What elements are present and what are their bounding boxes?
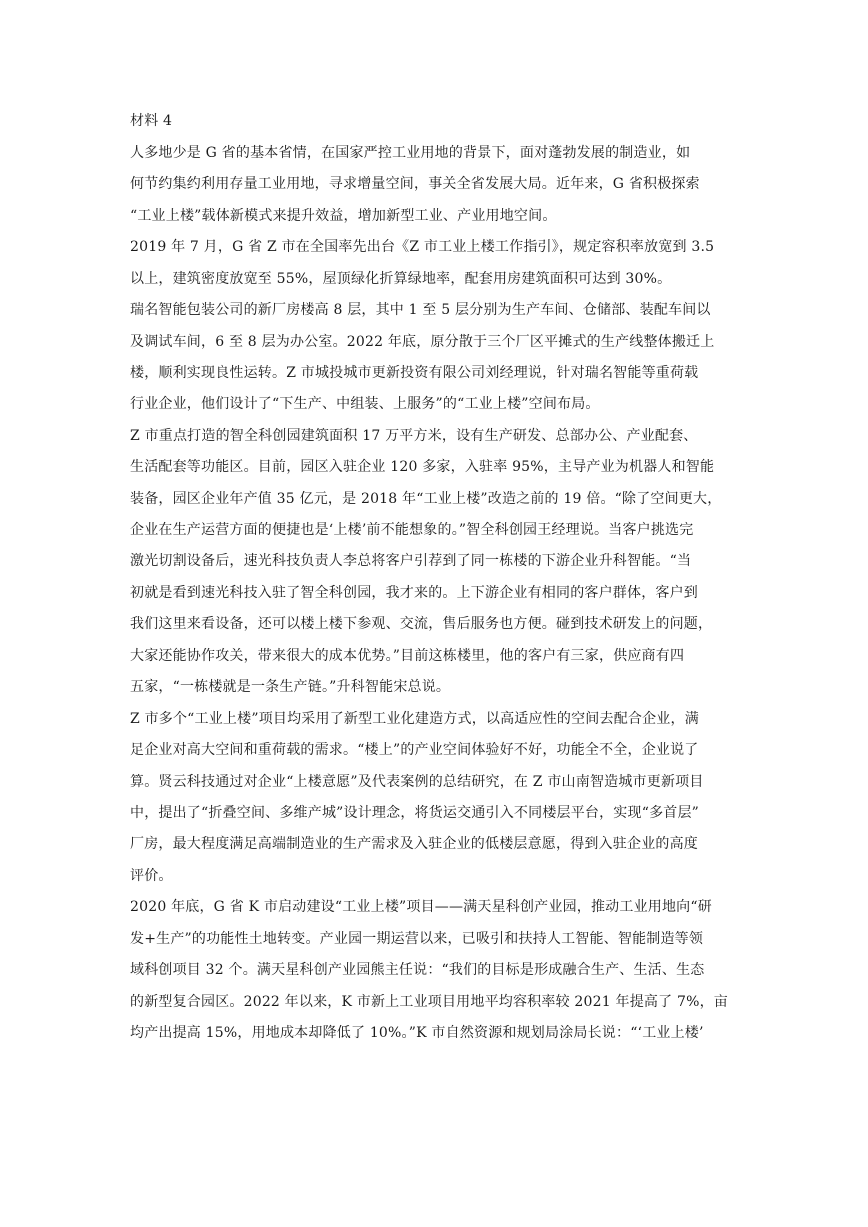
text-line: 初就是看到速光科技入驻了智全科创园，我才来的。上下游企业有相同的客户群体，客户到 xyxy=(130,585,698,601)
text-line: 五家，“一栋楼就是一条生产链。”升科智能宋总说。 xyxy=(130,679,451,695)
text-line: 发+生产”的功能性土地转变。产业园一期运营以来，已吸引和扶持人工智能、智能制造等领 xyxy=(130,931,704,947)
text-line: 装备，园区企业年产值 35 亿元，是 2018 年“工业上楼”改造之前的 19 倍。“除了空间更大， xyxy=(130,491,722,507)
text-line: 中，提出了“折叠空间、多维产城”设计理念，将货运交通引入不同楼层平台，实现“多首层” xyxy=(130,805,700,821)
text-line: 生活配套等功能区。目前，园区入驻企业 120 多家，入驻率 95%，主导产业为机器人和智能 xyxy=(130,459,715,475)
text-line: 何节约集约利用存量工业用地，寻求增量空间，事关全省发展大局。近年来，G 省积极探索 xyxy=(130,176,700,192)
text-line: 均产出提高 15%，用地成本却降低了 10%。”K 市自然资源和规划局涂局长说：“‘工业上楼’ xyxy=(130,1025,704,1041)
text-line: Z 市重点打造的智全科创园建筑面积 17 万平方米，设有生产研发、总部办公、产业配套、 xyxy=(130,428,698,444)
text-line: 企业在生产运营方面的便捷也是‘上楼’前不能想象的。”智全科创园王经理说。当客户挑选完 xyxy=(130,522,694,538)
text-line: Z 市多个“工业上楼”项目均采用了新型工业化建造方式，以高适应性的空间去配合企业，满 xyxy=(130,711,699,727)
text-line: 2020 年底，G 省 K 市启动建设“工业上楼”项目——满天星科创产业园，推动工业用地向“研 xyxy=(130,899,712,915)
text-line: 算。贤云科技通过对企业“上楼意愿”及代表案例的总结研究，在 Z 市山南智造城市更新项目 xyxy=(130,774,704,790)
text-line: 的新型复合园区。2022 年以来，K 市新上工业项目用地平均容积率较 2021 年提高了 7%，亩 xyxy=(130,994,728,1010)
text-line: 域科创项目 32 个。满天星科创产业园熊主任说：“我们的目标是形成融合生产、生活、生态 xyxy=(130,962,705,978)
text-line: 大家还能协作攻关，带来很大的成本优势。”目前这栋楼里，他的客户有三家，供应商有四 xyxy=(130,648,685,664)
text-line: 2019 年 7 月，G 省 Z 市在全国率先出台《Z 市工业上楼工作指引》，规定容积率放宽到 3.5 xyxy=(130,239,715,255)
text-line: 瑞名智能包装公司的新厂房楼高 8 层，其中 1 至 5 层分别为生产车间、仓储部、装配车间以 xyxy=(130,302,711,318)
text-line: 我们这里来看设备，还可以楼上楼下参观、交流，售后服务也方便。碰到技术研发上的问题， xyxy=(130,616,713,632)
text-line: 厂房，最大程度满足高端制造业的生产需求及入驻企业的低楼层意愿，得到入驻企业的高度 xyxy=(130,836,698,852)
text-line: 评价。 xyxy=(130,868,173,884)
text-line: 行业企业，他们设计了“下生产、中组装、上服务”的“工业上楼”空间布局。 xyxy=(130,396,600,412)
text-line: 激光切割设备后，速光科技负责人李总将客户引荐到了同一栋楼的下游企业升科智能。“当 xyxy=(130,553,692,569)
text-line: 以上，建筑密度放宽至 55%，屋顶绿化折算绿地率，配套用房建筑面积可达到 30%。 xyxy=(130,271,672,287)
text-line: 人多地少是 G 省的基本省情，在国家严控工业用地的背景下，面对蓬勃发展的制造业，如 xyxy=(130,145,691,161)
text-line: 楼，顺利实现良性运转。Z 市城投城市更新投资有限公司刘经理说，针对瑞名智能等重荷载 xyxy=(130,365,699,381)
text-line: “工业上楼”载体新模式来提升效益，增加新型工业、产业用地空间。 xyxy=(130,208,557,224)
text-line: 及调试车间，6 至 8 层为办公室。2022 年底，原分散于三个厂区平摊式的生产线整体搬迁上 xyxy=(130,334,715,350)
material-heading: 材料 4 xyxy=(130,113,173,129)
text-line: 足企业对高大空间和重荷载的需求。“楼上”的产业空间体验好不好，功能全不全，企业说了 xyxy=(130,742,699,758)
